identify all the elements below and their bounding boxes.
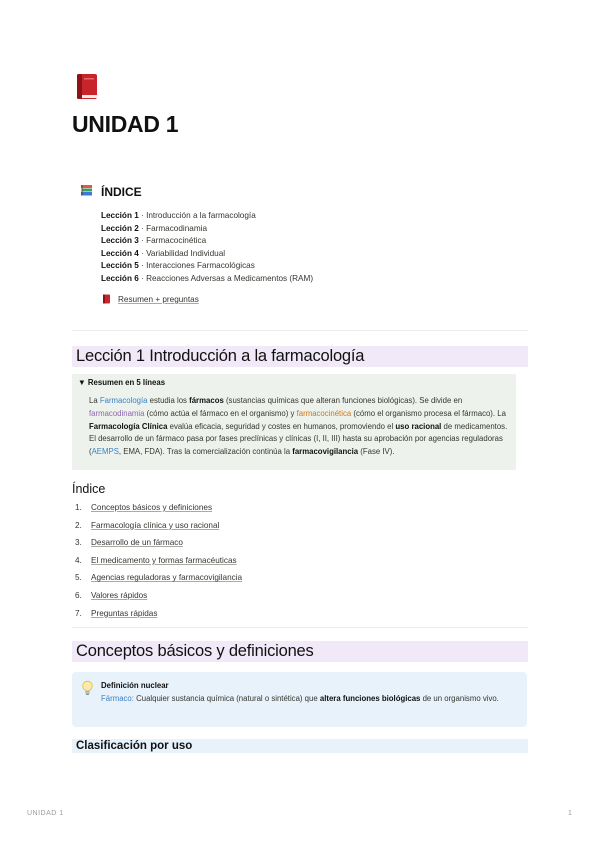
- lesson-item[interactable]: [101, 260, 520, 273]
- lesson-name: Farmacodinamia: [146, 223, 208, 233]
- summary-toggle: [72, 374, 516, 470]
- summary-text-run: (sustancias químicas que alteran funciones biológicas). Se divide en: [223, 396, 463, 405]
- index-heading: [80, 184, 520, 200]
- summary-text-run: (Fase IV).: [358, 447, 395, 457]
- lesson-separator: ·: [138, 248, 147, 258]
- lesson-label: Lección 2: [101, 223, 139, 233]
- classification-heading: Clasificación por uso: [72, 739, 528, 753]
- lesson-separator: ·: [138, 273, 147, 283]
- summary-text-run: Farmacología Clínica: [89, 421, 168, 431]
- summary-text-run: , EMA, FDA). Tras la comercialización continúa la: [118, 447, 293, 457]
- toc-list: [72, 499, 242, 622]
- lesson-name: Interacciones Farmacológicas: [146, 261, 255, 271]
- toc-link[interactable]: Agencias reguladoras y farmacovigilancia: [91, 573, 243, 583]
- toc-item[interactable]: [72, 534, 242, 552]
- definition-callout: [72, 672, 527, 727]
- divider: [72, 330, 528, 331]
- concepts-heading: Conceptos básicos y definiciones: [72, 641, 528, 662]
- toc-link[interactable]: Valores rápidos: [91, 590, 148, 600]
- toc-number: 5.: [75, 573, 82, 583]
- summary-text-run: de medicamentos. El desarrollo de un fármaco pasa por fases preclínicas y clínicas (I, II, III) hasta su aprobación por agencias reguladoras (: [89, 421, 508, 457]
- lesson-label: Lección 1: [101, 211, 139, 220]
- summary-text-run: (cómo actúa el fármaco en el organismo) y: [144, 408, 297, 418]
- toc-item[interactable]: [72, 587, 242, 605]
- books-icon: [80, 184, 93, 200]
- summary-link-label: Resumen + preguntas: [118, 295, 199, 305]
- lesson-name: Variabilidad Individual: [146, 248, 226, 258]
- lesson-item[interactable]: [101, 210, 520, 223]
- toc-link[interactable]: Desarrollo de un fármaco: [91, 538, 183, 548]
- page-number: 1: [568, 810, 572, 817]
- callout-text-run: altera funciones biológicas: [319, 694, 421, 703]
- summary-text-run: AEMPS: [91, 447, 119, 457]
- toc-number: 7.: [75, 608, 82, 618]
- red-book-icon: [102, 294, 111, 306]
- summary-text-run: fármacos: [189, 396, 224, 405]
- summary-text-run: (cómo el organismo procesa el fármaco). La: [351, 408, 506, 418]
- divider: [72, 627, 528, 628]
- toc-item[interactable]: [72, 569, 242, 587]
- lesson-item[interactable]: [101, 248, 520, 261]
- toc-number: 2.: [75, 520, 82, 530]
- callout-text-run: Cualquier sustancia química (natural o sintética) que: [133, 694, 320, 703]
- lesson-name: Reacciones Adversas a Medicamentos (RAM): [146, 273, 314, 283]
- toc-number: 4.: [75, 555, 82, 565]
- summary-text-run: farmacocinética: [296, 408, 352, 418]
- toc-title: Índice: [72, 482, 106, 496]
- callout-text-run: de un organismo vivo.: [420, 694, 499, 703]
- lesson-heading: Lección 1 Introducción a la farmacología: [72, 346, 528, 367]
- callout-title: Definición nuclear: [101, 681, 169, 690]
- summary-link[interactable]: [102, 294, 520, 306]
- footer-title: UNIDAD 1: [27, 810, 64, 817]
- lesson-label: Lección 6: [101, 273, 139, 283]
- summary-text-run: Farmacología: [99, 396, 148, 405]
- toc-number: 6.: [75, 590, 82, 600]
- toc-item[interactable]: [72, 605, 242, 623]
- summary-text-run: evalúa eficacia, seguridad y costes en humanos, promoviendo el: [167, 421, 396, 431]
- lesson-list: [101, 210, 520, 286]
- lesson-separator: ·: [138, 211, 147, 220]
- summary-text-run: estudia los: [147, 396, 190, 405]
- summary-text-run: farmacovigilancia: [292, 447, 359, 457]
- summary-text-run: farmacodinamia: [89, 408, 145, 418]
- red-book-icon: [74, 73, 100, 101]
- index-title: ÍNDICE: [101, 185, 142, 199]
- toc-link[interactable]: Farmacología clínica y uso racional: [91, 520, 220, 530]
- toggle-arrow-icon[interactable]: ▼: [78, 378, 86, 387]
- summary-text-run: uso racional: [395, 421, 442, 431]
- toc-number: 1.: [75, 503, 82, 512]
- lesson-item[interactable]: [101, 273, 520, 286]
- lesson-name: Introducción a la farmacología: [146, 211, 256, 220]
- summary-text-run: La: [89, 396, 100, 405]
- callout-text-run: Fármaco:: [101, 694, 134, 703]
- index-section: [80, 184, 520, 306]
- lesson-separator: ·: [138, 223, 147, 233]
- lesson-name: Farmacocinética: [146, 236, 207, 246]
- toc-item[interactable]: [72, 499, 242, 517]
- toc-item[interactable]: [72, 552, 242, 570]
- lesson-separator: ·: [138, 236, 147, 246]
- lesson-label: Lección 3: [101, 236, 139, 246]
- toggle-title: Resumen en 5 líneas: [87, 378, 166, 387]
- toc-link[interactable]: Conceptos básicos y definiciones: [91, 503, 213, 512]
- lesson-label: Lección 4: [101, 248, 139, 258]
- toc-number: 3.: [75, 538, 82, 548]
- toggle-body: [89, 395, 510, 459]
- toc-item[interactable]: [72, 517, 242, 535]
- toggle-header[interactable]: [78, 378, 510, 387]
- lesson-item[interactable]: [101, 235, 520, 248]
- callout-body: [101, 693, 517, 705]
- toc-link[interactable]: El medicamento y formas farmacéuticas: [91, 555, 237, 565]
- lesson-label: Lección 5: [101, 261, 139, 271]
- page-title: UNIDAD 1: [72, 111, 179, 137]
- toc-link[interactable]: Preguntas rápidas: [91, 608, 158, 618]
- lesson-separator: ·: [138, 261, 147, 271]
- lesson-item[interactable]: [101, 223, 520, 236]
